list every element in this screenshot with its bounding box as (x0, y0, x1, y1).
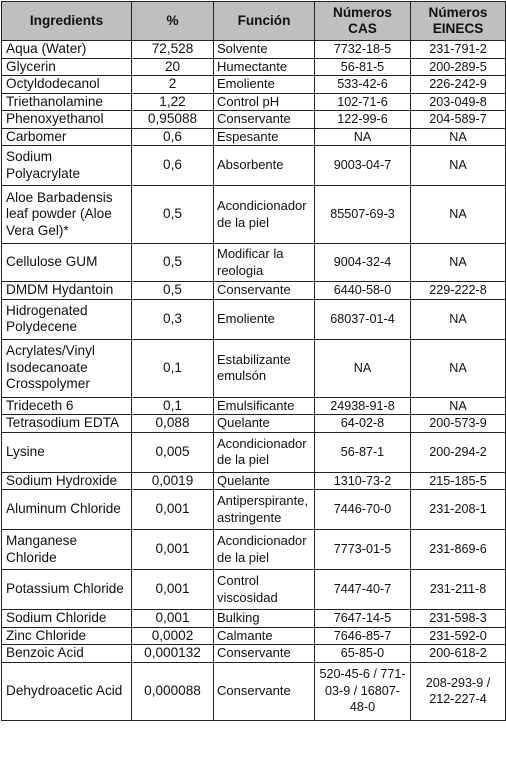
cell-pct: 0,088 (132, 415, 214, 433)
cell-cas: 7447-40-7 (315, 570, 411, 610)
cell-pct: 0,0019 (132, 472, 214, 490)
cell-pct: 2 (132, 76, 214, 94)
cell-fn: Control viscosidad (214, 570, 315, 610)
table-row (2, 472, 506, 490)
cell-fn: Acondicionador de la piel (214, 530, 315, 570)
cell-pct: 0,6 (132, 128, 214, 146)
table-row (2, 282, 506, 300)
table-row (2, 415, 506, 433)
cell-cas: NA (315, 339, 411, 397)
header-percent: % (132, 2, 214, 41)
cell-pct: 0,005 (132, 432, 214, 472)
cell-name: Sodium Hydroxide (2, 472, 132, 490)
cell-name: Cellulose GUM (2, 244, 132, 282)
cell-fn: Calmante (214, 627, 315, 645)
cell-fn: Emoliente (214, 299, 315, 339)
cell-cas: 9004-32-4 (315, 244, 411, 282)
cell-fn: Emoliente (214, 76, 315, 94)
cell-fn: Acondicionador de la piel (214, 432, 315, 472)
table-row (2, 530, 506, 570)
table-row (2, 662, 506, 720)
cell-name: Triethanolamine (2, 93, 132, 111)
cell-name: Phenoxyethanol (2, 111, 132, 129)
cell-einecs: NA (411, 244, 506, 282)
table-row (2, 41, 506, 59)
cell-fn: Emulsificante (214, 397, 315, 415)
cell-cas: 56-87-1 (315, 432, 411, 472)
cell-name: Potassium Chloride (2, 570, 132, 610)
cell-cas: 520-45-6 / 771-03-9 / 16807-48-0 (315, 662, 411, 720)
cell-pct: 0,5 (132, 244, 214, 282)
table-body (2, 41, 506, 721)
cell-name: Glycerin (2, 58, 132, 76)
cell-cas: 7646-85-7 (315, 627, 411, 645)
cell-name: Manganese Chloride (2, 530, 132, 570)
cell-name: Trideceth 6 (2, 397, 132, 415)
cell-pct: 0,001 (132, 490, 214, 530)
cell-pct: 0,6 (132, 146, 214, 186)
cell-einecs: 229-222-8 (411, 282, 506, 300)
table-row (2, 58, 506, 76)
cell-pct: 0,3 (132, 299, 214, 339)
cell-cas: 7773-01-5 (315, 530, 411, 570)
cell-einecs: 200-289-5 (411, 58, 506, 76)
cell-einecs: NA (411, 146, 506, 186)
table-row (2, 244, 506, 282)
cell-cas: 1310-73-2 (315, 472, 411, 490)
cell-einecs: 231-791-2 (411, 41, 506, 59)
table-row (2, 186, 506, 244)
table-row (2, 570, 506, 610)
cell-einecs: 231-208-1 (411, 490, 506, 530)
cell-pct: 20 (132, 58, 214, 76)
cell-einecs: 200-618-2 (411, 645, 506, 663)
cell-name: Hidrogenated Polydecene (2, 299, 132, 339)
cell-einecs: 231-598-3 (411, 610, 506, 628)
cell-name: DMDM Hydantoin (2, 282, 132, 300)
cell-name: Sodium Chloride (2, 610, 132, 628)
cell-einecs: 203-049-8 (411, 93, 506, 111)
cell-fn: Conservante (214, 662, 315, 720)
table-row (2, 397, 506, 415)
cell-einecs: NA (411, 186, 506, 244)
cell-name: Sodium Polyacrylate (2, 146, 132, 186)
table-row (2, 610, 506, 628)
cell-cas: 85507-69-3 (315, 186, 411, 244)
table-row (2, 490, 506, 530)
cell-cas: 56-81-5 (315, 58, 411, 76)
cell-pct: 0,0002 (132, 627, 214, 645)
table-row (2, 339, 506, 397)
cell-cas: NA (315, 128, 411, 146)
cell-fn: Humectante (214, 58, 315, 76)
cell-fn: Bulking (214, 610, 315, 628)
cell-fn: Quelante (214, 415, 315, 433)
header-row (2, 2, 506, 41)
header-function: Función (214, 2, 315, 41)
table-row (2, 645, 506, 663)
cell-pct: 0,001 (132, 570, 214, 610)
cell-name: Benzoic Acid (2, 645, 132, 663)
cell-einecs: NA (411, 299, 506, 339)
cell-cas: 122-99-6 (315, 111, 411, 129)
header-einecs: Números EINECS (411, 2, 506, 41)
table-row (2, 627, 506, 645)
cell-cas: 7446-70-0 (315, 490, 411, 530)
cell-einecs: 208-293-9 / 212-227-4 (411, 662, 506, 720)
cell-einecs: 231-211-8 (411, 570, 506, 610)
cell-pct: 0,95088 (132, 111, 214, 129)
cell-fn: Solvente (214, 41, 315, 59)
cell-name: Zinc Chloride (2, 627, 132, 645)
cell-fn: Modificar la reologia (214, 244, 315, 282)
cell-pct: 0,001 (132, 610, 214, 628)
cell-einecs: 231-592-0 (411, 627, 506, 645)
cell-fn: Conservante (214, 111, 315, 129)
cell-name: Dehydroacetic Acid (2, 662, 132, 720)
cell-cas: 102-71-6 (315, 93, 411, 111)
header-ingredients: Ingredients (2, 2, 132, 41)
cell-name: Acrylates/Vinyl Isodecanoate Crosspolymer (2, 339, 132, 397)
cell-cas: 64-02-8 (315, 415, 411, 433)
cell-name: Lysine (2, 432, 132, 472)
table-row (2, 76, 506, 94)
cell-cas: 65-85-0 (315, 645, 411, 663)
table-row (2, 93, 506, 111)
cell-name: Aqua (Water) (2, 41, 132, 59)
cell-fn: Espesante (214, 128, 315, 146)
cell-fn: Absorbente (214, 146, 315, 186)
cell-einecs: 204-589-7 (411, 111, 506, 129)
cell-name: Aluminum Chloride (2, 490, 132, 530)
cell-fn: Estabilizante emulsón (214, 339, 315, 397)
cell-einecs: NA (411, 128, 506, 146)
header-cas: Números CAS (315, 2, 411, 41)
cell-einecs: 231-869-6 (411, 530, 506, 570)
cell-pct: 0,5 (132, 282, 214, 300)
cell-fn: Quelante (214, 472, 315, 490)
cell-cas: 7732-18-5 (315, 41, 411, 59)
cell-pct: 0,5 (132, 186, 214, 244)
cell-name: Octyldodecanol (2, 76, 132, 94)
cell-fn: Antiperspirante, astringente (214, 490, 315, 530)
cell-fn: Control pH (214, 93, 315, 111)
table-row (2, 111, 506, 129)
cell-pct: 1,22 (132, 93, 214, 111)
cell-cas: 24938-91-8 (315, 397, 411, 415)
cell-name: Tetrasodium EDTA (2, 415, 132, 433)
cell-pct: 0,1 (132, 339, 214, 397)
cell-pct: 0,1 (132, 397, 214, 415)
cell-einecs: NA (411, 397, 506, 415)
cell-name: Carbomer (2, 128, 132, 146)
cell-einecs: 215-185-5 (411, 472, 506, 490)
table-row (2, 146, 506, 186)
cell-cas: 7647-14-5 (315, 610, 411, 628)
cell-name: Aloe Barbadensis leaf powder (Aloe Vera Gel)* (2, 186, 132, 244)
cell-cas: 68037-01-4 (315, 299, 411, 339)
cell-einecs: 200-294-2 (411, 432, 506, 472)
cell-einecs: 226-242-9 (411, 76, 506, 94)
cell-pct: 0,001 (132, 530, 214, 570)
cell-cas: 6440-58-0 (315, 282, 411, 300)
cell-pct: 0,000132 (132, 645, 214, 663)
cell-fn: Conservante (214, 282, 315, 300)
cell-cas: 533-42-6 (315, 76, 411, 94)
cell-einecs: 200-573-9 (411, 415, 506, 433)
table-row (2, 128, 506, 146)
table-row (2, 432, 506, 472)
cell-fn: Acondicionador de la piel (214, 186, 315, 244)
cell-fn: Conservante (214, 645, 315, 663)
cell-pct: 72,528 (132, 41, 214, 59)
table-row (2, 299, 506, 339)
cell-pct: 0,000088 (132, 662, 214, 720)
ingredients-table (1, 1, 506, 721)
cell-cas: 9003-04-7 (315, 146, 411, 186)
cell-einecs: NA (411, 339, 506, 397)
